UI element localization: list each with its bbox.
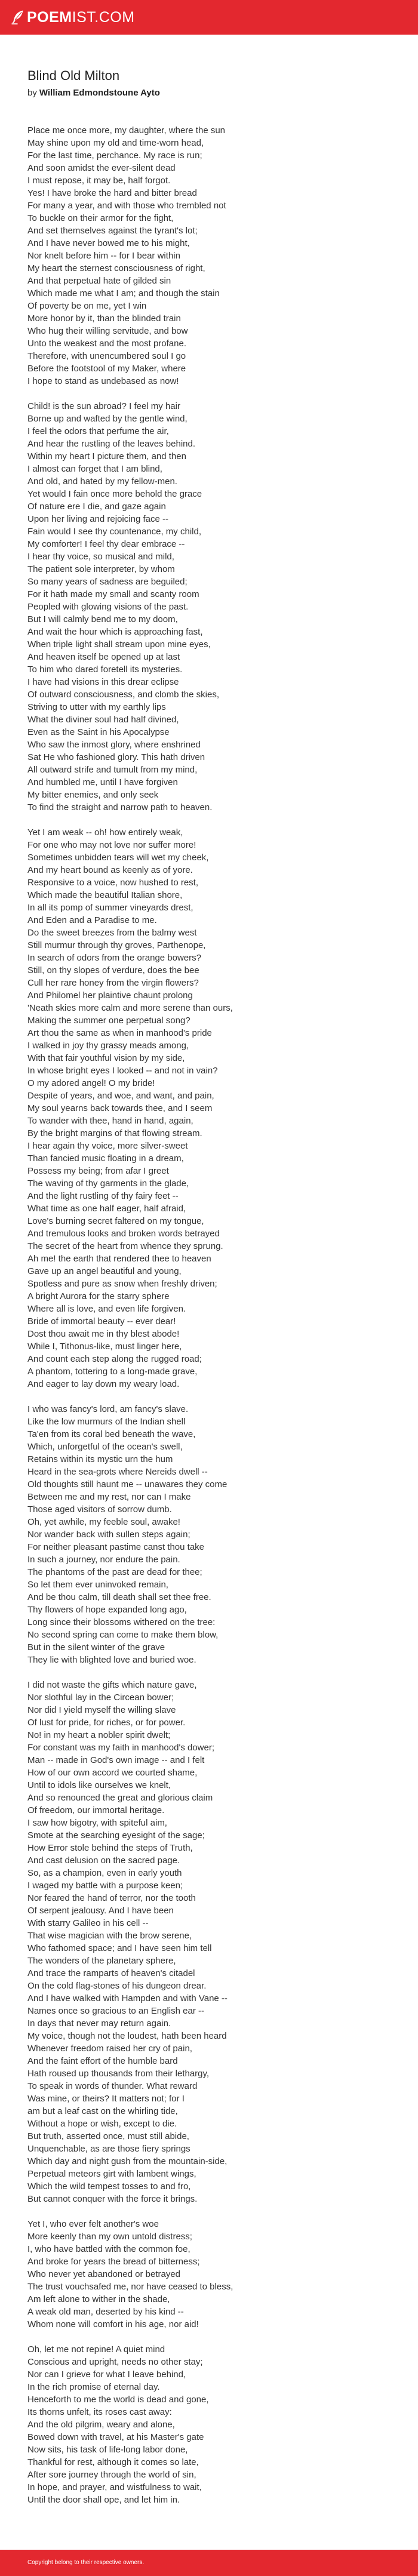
poem-line: In whose bright eyes I looked -- and not in vain?	[27, 1066, 218, 1076]
poem-line: After sore journey through the world of sin,	[27, 2470, 196, 2480]
poem-line: And the light rustling of thy fairy feet --	[27, 1191, 179, 1201]
poem-line: Even as the Saint in his Apocalypse	[27, 727, 170, 737]
poem-line: May shine upon my old and time-worn head,	[27, 138, 204, 148]
logo-text-light: IST.COM	[72, 8, 135, 26]
poem-line: My voice, though not the loudest, hath been heard	[27, 2031, 227, 2041]
site-header	[0, 0, 418, 35]
poem-line: For neither pleasant pastime canst thou take	[27, 1542, 205, 1552]
poem-line: I feel the odors that perfume the air,	[27, 426, 169, 436]
poem-line: In search of odors from the orange bowers?	[27, 953, 201, 963]
poem-line: Of freedom, our immortal heritage.	[27, 1805, 165, 1815]
poem-line: Oh, yet awhile, my feeble soul, awake!	[27, 1517, 180, 1527]
poem-line: Of outward consciousness, and clomb the skies,	[27, 690, 219, 700]
poem-line: I saw how bigotry, with spiteful aim,	[27, 1818, 167, 1828]
poem-line: How Error stole behind the steps of Truth,	[27, 1843, 193, 1853]
poem-line: No second spring can come to make them blow,	[27, 1630, 219, 1640]
poem-line: Art thou the same as when in manhood's pride	[27, 1028, 212, 1038]
poem-line: Unto the weakest and the most profane.	[27, 338, 186, 349]
stanza	[27, 2218, 398, 2331]
poem-line: No! in my heart a nobler spirit dwelt;	[27, 1730, 171, 1740]
poem-line: The trust vouchsafed me, nor have ceased to bless,	[27, 2282, 233, 2292]
poem-line: Yes! I have broke the hard and bitter bread	[27, 188, 197, 198]
poem-line: Upon her living and rejoicing face --	[27, 514, 168, 524]
poem-line: I hear thy voice, so musical and mild,	[27, 552, 174, 562]
poem-line: For it hath made my small and scanty room	[27, 589, 199, 599]
poem-line: Thankful for rest, although it comes so late,	[27, 2457, 199, 2467]
poem-line: While I, Tithonus-like, must linger here,	[27, 1341, 182, 1352]
poem-title: Blind Old Milton	[27, 68, 120, 83]
poem-line: Yet I, who ever felt another's woe	[27, 2219, 159, 2229]
poem-line: Its thorns unfelt, its roses cast away:	[27, 2407, 172, 2417]
poem-line: Than fancied music floating in a dream,	[27, 1153, 184, 1164]
byline	[27, 87, 160, 99]
poem-line: Child! is the sun abroad? I feel my hair	[27, 401, 180, 411]
poem-line: And heaven itself be opened up at last	[27, 652, 180, 662]
poem-line: To buckle on their armor for the fight,	[27, 213, 174, 223]
poem-line: Man -- made in God's own image -- and I felt	[27, 1755, 205, 1765]
poem-line: I hope to stand as undebased as now!	[27, 376, 179, 386]
poem-line: And soon amidst the ever-silent dead	[27, 163, 176, 173]
poem-line: My bitter enemies, and only seek	[27, 790, 159, 800]
poem-line: Nor feared the hand of terror, nor the tooth	[27, 1893, 196, 1903]
poem-line: Until the door shall ope, and let him in.	[27, 2495, 180, 2505]
stanza	[27, 2343, 398, 2506]
poem-line: The phantoms of the past are dead for thee;	[27, 1567, 202, 1577]
poem-line: am but a leaf cast on the whirling tide,	[27, 2106, 178, 2116]
poem-line: Nor wander back with sullen steps again;	[27, 1529, 190, 1540]
poem-line: Ah me! the earth that rendered thee to heaven	[27, 1254, 211, 1264]
poem-line: Retains within its mystic urn the hum	[27, 1454, 173, 1464]
poem-line: More honor by it, than the blinded train	[27, 313, 181, 324]
stanza	[27, 1403, 398, 1666]
poem-line: Striving to utter with my earthly lips	[27, 702, 166, 712]
poem-line: Within my heart I picture them, and then	[27, 451, 186, 461]
poem-line: The secret of the heart from whence they sprung.	[27, 1241, 223, 1251]
poem-line: Dost thou await me in thy blest abode!	[27, 1329, 180, 1339]
poem-line: But I will calmly bend me to my doom,	[27, 614, 178, 624]
poem-line: Cull her rare honey from the virgin flowers?	[27, 978, 199, 988]
poem-line: Where all is love, and even life forgiven.	[27, 1304, 186, 1314]
poem-line: Nor did I yield myself the willing slave	[27, 1705, 176, 1715]
poem-line: In the rich promise of eternal day.	[27, 2382, 160, 2392]
poem-line: Still murmur through thy groves, Parthenope,	[27, 940, 206, 950]
poem-line: Of nature ere I die, and gaze again	[27, 501, 166, 512]
poem-line: To speak in words of thunder. What reward	[27, 2081, 198, 2091]
poem-line: And eager to lay down my weary load.	[27, 1379, 180, 1389]
poem-line: Yet would I fain once more behold the grace	[27, 489, 202, 499]
poem-line: Smote at the searching eyesight of the sage;	[27, 1830, 205, 1841]
poem-line: Sometimes unbidden tears will wet my cheek,	[27, 852, 209, 863]
poem-line: Which made me what I am; and though the stain	[27, 288, 220, 298]
poem-line: I, who have battled with the common foe,	[27, 2244, 190, 2254]
poem-line: Ta'en from its coral bed beneath the wave,	[27, 1429, 196, 1439]
poem-line: Making the summer one perpetual song?	[27, 1015, 190, 1026]
poem-line: Therefore, with unencumbered soul I go	[27, 351, 186, 361]
poem-line: In such a journey, nor endure the pain.	[27, 1555, 180, 1565]
poem-line: And my heart bound as keenly as of yore.	[27, 865, 193, 875]
poem-line: I did not waste the gifts which nature gave,	[27, 1680, 197, 1690]
poem-line: Heard in the sea-grots where Nereids dwell --	[27, 1467, 208, 1477]
poem-line: A phantom, tottering to a long-made grave,	[27, 1367, 198, 1377]
poem-line: To find the straight and narrow path to heaven.	[27, 802, 213, 812]
poem-line: And count each step along the rugged road;	[27, 1354, 202, 1364]
poem-line: My comforter! I feel thy dear embrace --	[27, 539, 185, 549]
poem-line: Nor can I grieve for what I leave behind,	[27, 2369, 186, 2380]
poem-line: Place me once more, my daughter, where the sun	[27, 125, 226, 136]
copyright-text: Copyright belong to their respective owners.	[27, 2559, 145, 2566]
poem-line: What the diviner soul had half divined,	[27, 715, 179, 725]
poem-line: And humbled me, until I have forgiven	[27, 777, 178, 787]
poem-line: Who fathomed space; and I have seen him tell	[27, 1943, 212, 1953]
by-label: by	[27, 88, 37, 98]
poem-line: To him who dared foretell its mysteries.	[27, 664, 183, 675]
poem-line: A bright Aurora for the starry sphere	[27, 1291, 170, 1301]
poem-line: Nor knelt before him -- for I bear within	[27, 251, 180, 261]
poem-line: Sat He who fashioned glory. This hath driven	[27, 752, 205, 762]
poem-line: Perpetual meteors girt with lambent wings,	[27, 2169, 196, 2179]
site-logo-link[interactable]	[11, 0, 135, 35]
poem-line: Am left alone to wither in the shade,	[27, 2294, 170, 2304]
poem-line: For many a year, and with those who trembled not	[27, 201, 226, 211]
poem-line: Conscious and upright, needs no other stay;	[27, 2357, 203, 2367]
poem-line: And Eden and a Paradise to me.	[27, 915, 157, 925]
poem-line: I walked in joy thy grassy meads among,	[27, 1041, 189, 1051]
poem-line: Henceforth to me the world is dead and gone,	[27, 2395, 209, 2405]
poem-line: I almost can forget that I am blind,	[27, 464, 162, 474]
poem-line: Spotless and pure as snow when freshly driven;	[27, 1279, 217, 1289]
poem-line: And wait the hour which is approaching fast,	[27, 627, 203, 637]
poem-line: So let them ever uninvoked remain,	[27, 1580, 168, 1590]
poem-line: The wonders of the planetary sphere,	[27, 1956, 176, 1966]
poem-line: They lie with blighted love and buried woe.	[27, 1655, 196, 1665]
poem-line: That wise magician with the brow serene,	[27, 1931, 192, 1941]
poem-line: Hath roused up thousands from their lethargy,	[27, 2069, 210, 2079]
poem-line: Borne up and wafted by the gentle wind,	[27, 414, 188, 424]
poem-line: For the last time, perchance. My race is run;	[27, 150, 202, 161]
poem-line: To wander with thee, hand in hand, again,	[27, 1116, 193, 1126]
poem-line: All outward strife and tumult from my mind,	[27, 765, 198, 775]
poem-line: Nor slothful lay in the Circean bower;	[27, 1692, 174, 1703]
poem-line: 'Neath skies more calm and more serene than ours,	[27, 1003, 233, 1013]
poem-line: I must repose, it may be, half forgot.	[27, 176, 171, 186]
poem-line: And be thou calm, till death shall set thee free.	[27, 1592, 211, 1602]
poem-line: Which day and night gush from the mountain-side,	[27, 2156, 228, 2166]
poem-line: And that perpetual hate of gilded sin	[27, 276, 171, 286]
poem-line: The patient sole interpreter, by whom	[27, 564, 175, 574]
author-link[interactable]: William Edmondstoune Ayto	[39, 88, 160, 98]
poem-line: And set themselves against the tyrant's lot;	[27, 226, 198, 236]
poem-line: My soul yearns back towards thee, and I seem	[27, 1103, 213, 1113]
poem-line: Without a hope or wish, except to die.	[27, 2119, 177, 2129]
poem-line: But truth, asserted once, must still abide,	[27, 2131, 189, 2141]
poem-line: Responsive to a voice, now hushed to rest,	[27, 878, 198, 888]
poem-line: Possess my being; from afar I greet	[27, 1166, 169, 1176]
poem-line: Bowed down with travel, at his Master's gate	[27, 2432, 204, 2442]
stanza	[27, 124, 398, 387]
poem-line: Who hug their willing servitude, and bow	[27, 326, 188, 336]
poem-line: Unquenchable, as are those fiery springs	[27, 2144, 190, 2154]
poem-line: On the cold flag-stones of his dungeon drear.	[27, 1981, 207, 1991]
poem-line: Names once so gracious to an English ear --	[27, 2006, 204, 2016]
poem-line: When triple light shall stream upon mine eyes,	[27, 639, 211, 650]
poem-line: I have had visions in this drear eclipse	[27, 677, 179, 687]
poem-line: Whom none will comfort in his age, nor aid!	[27, 2319, 199, 2329]
poem-line: Old thoughts still haunt me -- unawares they come	[27, 1479, 228, 1489]
poem-line: The waving of thy garments in the glade,	[27, 1178, 189, 1189]
poem-line: For one who may not love nor suffer more!	[27, 840, 196, 850]
poem-line: A weak old man, deserted by his kind --	[27, 2307, 184, 2317]
poem-line: With starry Galileo in his cell --	[27, 1918, 149, 1928]
poem-line: In hope, and prayer, and wistfulness to wait,	[27, 2482, 202, 2492]
poem-line: And tremulous looks and broken words betrayed	[27, 1229, 220, 1239]
poem-line: Gave up an angel beautiful and young,	[27, 1266, 182, 1276]
poem-line: And hear the rustling of the leaves behind.	[27, 439, 196, 449]
poem-line: Despite of years, and woe, and want, and pain,	[27, 1091, 214, 1101]
site-footer	[0, 2550, 418, 2576]
poem-line: And Philomel her plaintive chaunt prolong	[27, 990, 193, 1001]
poem-line: Who never yet abandoned or betrayed	[27, 2269, 181, 2279]
poem-line: Oh, let me not repine! A quiet mind	[27, 2344, 165, 2355]
poem-line: Peopled with glowing visions of the past.	[27, 602, 189, 612]
poem-line: With that fair youthful vision by my side,	[27, 1053, 185, 1063]
poem-line: And trace the ramparts of heaven's citadel	[27, 1968, 195, 1978]
poem-line: Was mine, or theirs? It matters not; for I	[27, 2094, 185, 2104]
poem-line: Do the sweet breezes from the balmy west	[27, 928, 197, 938]
poem-line: In days that never may return again.	[27, 2018, 171, 2029]
poem-line: And the old pilgrim, weary and alone,	[27, 2420, 175, 2430]
poem-line: Those aged visitors of sorrow dumb.	[27, 1504, 172, 1515]
poem-line: How of our own accord we courted shame,	[27, 1768, 198, 1778]
poem-line: Which, unforgetful of the ocean's swell,	[27, 1442, 183, 1452]
poem-line: Long since their blossoms withered on the tree:	[27, 1617, 216, 1627]
poem-line: So many years of sadness are beguiled;	[27, 577, 188, 587]
poem-line: I hear again thy voice, more silver-sweet	[27, 1141, 188, 1151]
poem-line: Which the wild tempest tosses to and fro,	[27, 2181, 191, 2192]
poem-line: In all its pomp of summer vineyards drest,	[27, 903, 193, 913]
poem-line: I waged my battle with a purpose keen;	[27, 1881, 183, 1891]
poem-line: And old, and hated by my fellow-men.	[27, 476, 177, 487]
poem-line: Bride of immortal beauty -- ever dear!	[27, 1316, 176, 1327]
poem-line: Love's burning secret faltered on my tongue,	[27, 1216, 204, 1226]
poem-line: More keenly than my own untold distress;	[27, 2232, 192, 2242]
poem-line: Whenever freedom raised her cry of pain,	[27, 2043, 192, 2054]
stanza	[27, 400, 398, 814]
poem-line: Of serpent jealousy. And I have been	[27, 1906, 174, 1916]
poem-line: And I have never bowed me to his might,	[27, 238, 190, 248]
poem-line: Fain would I see thy countenance, my child,	[27, 527, 201, 537]
poem-line: Yet I am weak -- oh! how entirely weak,	[27, 827, 183, 838]
poem-line: And the faint effort of the humble bard	[27, 2056, 178, 2066]
poem-line: Like the low murmurs of the Indian shell	[27, 1417, 186, 1427]
poem-line: But in the silent winter of the grave	[27, 1642, 165, 1652]
poem-line: Of lust for pride, for riches, or for power.	[27, 1718, 186, 1728]
poem-line: What time as one half eager, half afraid,	[27, 1204, 186, 1214]
poem-line: Who saw the inmost glory, where enshrined	[27, 740, 201, 750]
poem-line: Until to idols like ourselves we knelt,	[27, 1780, 171, 1790]
logo-text-bold: POEM	[27, 8, 72, 26]
poem-line: And so renounced the great and glorious claim	[27, 1793, 213, 1803]
poem-body	[27, 124, 398, 2519]
poem-line: My heart the sternest consciousness of right,	[27, 263, 205, 273]
poem-line: And I have walked with Hampden and with Vane --	[27, 1993, 228, 2003]
stanza	[27, 1679, 398, 2205]
poem-line: O my adored angel! O my bride!	[27, 1078, 155, 1088]
poem-line: Now sits, his task of life-long labor done,	[27, 2445, 188, 2455]
stanza	[27, 826, 398, 1390]
poem-line: And cast delusion on the sacred page.	[27, 1855, 180, 1866]
poem-line: But cannot conquer with the force it brings.	[27, 2194, 198, 2204]
poem-line: By the bright margins of that flowing stream.	[27, 1128, 202, 1138]
quill-icon	[11, 10, 24, 25]
poem-line: Which made the beautiful Italian shore,	[27, 890, 183, 900]
poem-line: And broke for years the bread of bitterness;	[27, 2257, 200, 2267]
poem-line: I who was fancy's lord, am fancy's slave.	[27, 1404, 189, 1414]
poem-line: Before the footstool of my Maker, where	[27, 364, 186, 374]
poem-line: Of poverty be on me, yet I win	[27, 301, 147, 311]
poem-line: Thy flowers of hope expanded long ago,	[27, 1605, 187, 1615]
poem-line: Between me and my rest, nor can I make	[27, 1492, 191, 1502]
poem-line: So, as a champion, even in early youth	[27, 1868, 182, 1878]
poem-line: Still, on thy slopes of verdure, does the bee	[27, 965, 199, 975]
poem-line: For constant was my faith in manhood's dower;	[27, 1743, 215, 1753]
